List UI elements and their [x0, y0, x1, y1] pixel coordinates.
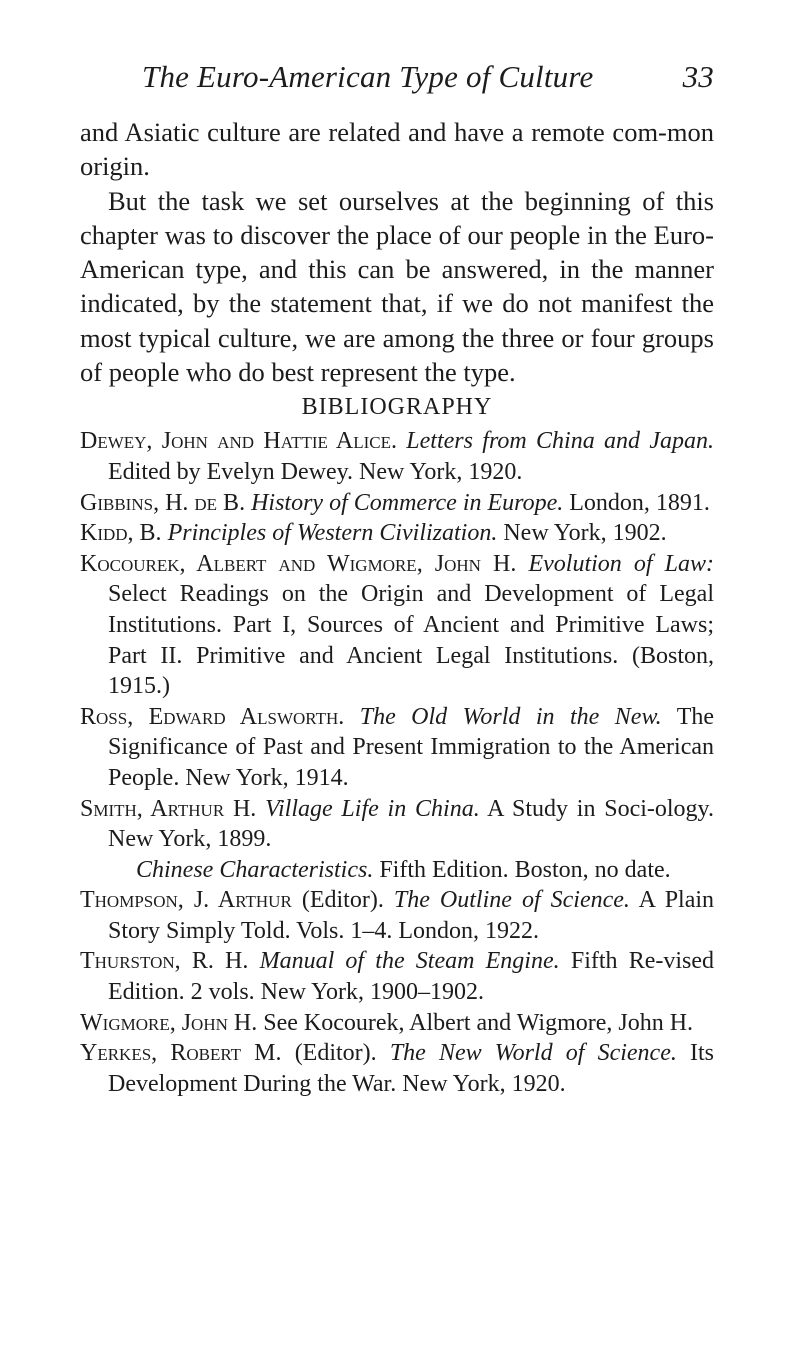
- entry-author: Thurston, R. H.: [80, 948, 249, 975]
- entry-details: Fifth Re-vised Edition. 2 vols. New York, 1900–1902.: [108, 948, 715, 1006]
- entry-details: Select Readings on the Origin and Development of Legal Institutions. Part I, Sources of Ancient and Primitive Laws; Part II. Primitive and Ancient Legal Institutions. (Boston, 1915.): [108, 581, 714, 700]
- paragraph: But the task we set ourselves at the beginning of this chapter was to discover the place of our people in the Euro-American type, and this can be answered, in the manner indicated, by the statement that, if we do not manifest the most typical culture, we are among the three or four groups of people who do best represent the type.: [80, 185, 714, 388]
- entry-author: Wigmore, John H.: [80, 1009, 258, 1036]
- bibliography-entry: [80, 702, 714, 794]
- bibliography-entry: [80, 885, 714, 946]
- entry-details: Fifth Edition. Boston, no date.: [379, 856, 671, 883]
- entry-author: Smith, Arthur H.: [80, 795, 257, 822]
- body-text: [80, 115, 714, 389]
- entry-details: A Plain Story Simply Told. Vols. 1–4. London, 1922.: [108, 887, 715, 944]
- bibliography-entry-continuation: [80, 855, 714, 886]
- entry-title: Chinese Characteristics.: [136, 856, 374, 883]
- entry-title: Evolution of Law:: [528, 550, 714, 577]
- bibliography-entry: [80, 488, 714, 519]
- bibliography-list: [80, 426, 714, 1099]
- entry-title: Letters from China and Japan.: [406, 428, 714, 455]
- entry-details: New York, 1902.: [503, 520, 667, 547]
- bibliography-heading: BIBLIOGRAPHY: [301, 394, 493, 421]
- running-head-title: The Euro-American Type of Culture: [142, 59, 594, 94]
- entry-author: Gibbins, H. de B.: [80, 489, 246, 516]
- entry-editor-note: (Editor).: [294, 1040, 377, 1067]
- entry-details: The Significance of Past and Present Immigration to the American People. New York, 1914.: [108, 703, 715, 791]
- entry-details: See Kocourek, Albert and Wigmore, John H.: [263, 1009, 694, 1036]
- entry-title: The Outline of Science.: [393, 887, 630, 914]
- entry-author: Dewey, John and Hattie Alice.: [80, 428, 397, 455]
- entry-editor-note: (Editor).: [301, 887, 384, 914]
- book-page: [80, 58, 714, 1099]
- bibliography-entry: [80, 1008, 714, 1039]
- entry-title: The New World of Science.: [389, 1040, 677, 1067]
- running-head: [80, 58, 714, 96]
- entry-details: A Study in Soci-ology. New York, 1899.: [108, 795, 714, 853]
- entry-title: The Old World in the New.: [359, 703, 662, 730]
- entry-author: Thompson, J. Arthur: [80, 887, 292, 914]
- entry-details: Its Development During the War. New York, 1920.: [108, 1040, 714, 1097]
- entry-author: Kidd, B.: [80, 520, 162, 547]
- page-number: 33: [682, 59, 714, 94]
- entry-title: Manual of the Steam Engine.: [259, 948, 560, 975]
- bibliography-entry: [80, 1038, 714, 1099]
- entry-title: History of Commerce in Europe.: [251, 489, 564, 516]
- entry-details: London, 1891.: [569, 489, 710, 516]
- entry-title: Village Life in China.: [265, 795, 480, 822]
- paragraph: and Asiatic culture are related and have a remote com-mon origin.: [80, 117, 714, 182]
- entry-details: Edited by Evelyn Dewey. New York, 1920.: [108, 458, 523, 485]
- entry-author: Ross, Edward Alsworth.: [80, 703, 345, 730]
- bibliography-entry: [80, 426, 714, 487]
- bibliography-entry: [80, 518, 714, 549]
- entry-title: Principles of Western Civilization.: [167, 520, 498, 547]
- bibliography-entry: [80, 946, 714, 1007]
- entry-author: Kocourek, Albert and Wigmore, John H.: [80, 550, 517, 577]
- bibliography-entry: [80, 794, 714, 855]
- entry-author: Yerkes, Robert M.: [80, 1040, 282, 1067]
- bibliography-entry: [80, 549, 714, 702]
